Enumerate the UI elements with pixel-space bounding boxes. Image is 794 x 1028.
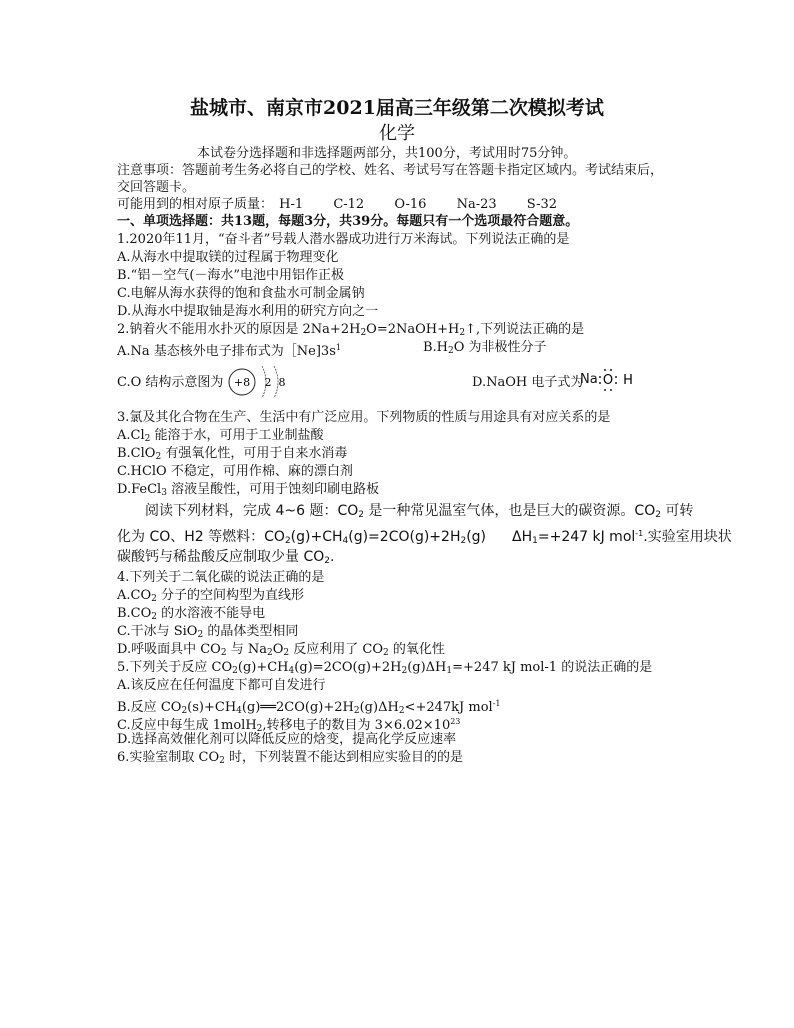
reading-line-2: 化为 CO、H2 等燃料：$CO_2(g)+CH_4(g)=2CO(g)+2H_2(g)$ $\Delta H_1=+247$ kJ mol$^{-1}$.实验室用块状 — [117, 529, 732, 546]
reading-line-1: 阅读下列材料，完成 4~6 题：$CO_2$ 是一种常见温室气体，也是巨大的碳资源。$CO_2$ 可转 — [145, 503, 694, 520]
q1-option-a: A.从海水中提取镁的过程属于物理变化 — [117, 250, 339, 265]
atomic-mass-c: C-12 — [333, 197, 365, 212]
q4-option-a: $A.CO_2$ 分子的空间构型为直线形 — [117, 588, 304, 604]
q4-option-c: C.干冰与 SiO$_2$ 的晶体类型相同 — [117, 624, 299, 640]
q2-option-d: D.NaOH 电子式为 — [472, 375, 584, 390]
reading-line-3: 碳酸钙与稀盐酸反应制取少量 $CO_2$. — [117, 549, 335, 566]
q1-option-b: B.“铝－空气(－海水”电池中用铝作正极 — [117, 268, 345, 283]
q6-stem: 6.实验室制取 $CO_2$ 时，下列装置不能达到相应实验目的的是 — [117, 750, 464, 766]
hydroxide-electron-dots — [598, 366, 638, 394]
q3-option-d: D.FeCl$_3$ 溶液呈酸性，可用于蚀刻印刷电路板 — [117, 482, 380, 498]
q5-stem: 5.下列关于反应 $CO_2(g)+CH_4(g)=2CO(g)+2H_2(g)\Delta H_1=+247$ kJ mol-1 的说法正确的是 — [117, 660, 653, 676]
notice-line-2: 交回答题卡。 — [117, 180, 196, 195]
q2-stem: 2.钠着火不能用水扑灭的原因是 $2Na+2H_2O=2NaOH+H_2↑$,下列说法正确的是 — [117, 322, 585, 338]
shell-arc-2 — [274, 366, 278, 398]
page-title: 盐城市、南京市2021届高三年级第二次模拟考试 — [190, 97, 604, 119]
naoh-electron-formula — [580, 372, 598, 388]
q1-option-d: D.从海水中提取铀是海水利用的研究方向之一 — [117, 304, 379, 319]
sodium-symbol: Na — [580, 372, 598, 387]
oxygen-symbol: O — [602, 373, 614, 388]
shell-electrons-1: 2 — [264, 376, 272, 389]
q3-option-a: $A.Cl_2$ 能溶于水，可用于工业制盐酸 — [117, 428, 324, 444]
shell-electrons-2: 8 — [278, 376, 286, 389]
q5-option-a: A.该反应在任何温度下都可自发进行 — [117, 678, 326, 693]
q5-option-c: C.反应中每生成 1molH$_2$,转移电子的数目为 $3\times 6.02\times 10^{23}$ — [117, 717, 461, 734]
exam-intro: 本试卷分选择题和非选择题两部分，共100分，考试用时75分钟。 — [197, 146, 577, 161]
section-heading: 一、单项选择题：共13题，每题3分，共39分。每题只有一个选项最符合题意。 — [117, 214, 579, 229]
notice-line-1: 注意事项：答题前考生务必将自己的学校、姓名、考试号写在答题卡指定区域内。考试结束后， — [117, 163, 664, 178]
atomic-mass-na: Na-23 — [456, 197, 497, 212]
q1-option-c: C.电解从海水获得的饱和食盐水可制金属钠 — [117, 286, 365, 301]
oxygen-ion-structure-diagram — [224, 360, 304, 406]
atomic-mass-line — [117, 197, 557, 213]
q4-stem: 4.下列关于二氧化碳的说法正确的是 — [117, 570, 325, 585]
subject-title: 化学 — [379, 123, 415, 144]
q2-option-c: C.O 结构示意图为 — [117, 375, 224, 390]
q2-option-a: A.Na 基态核外电子排布式为$[Ne]3s^1$ — [117, 343, 341, 359]
q3-stem: 3.氯及其化合物在生产、生活中有广泛应用。下列物质的性质与用途具有对应关系的是 — [117, 410, 611, 425]
atomic-mass-label: 可能用到的相对原子质量： — [117, 197, 274, 212]
nucleus-charge: +8 — [233, 376, 251, 389]
q2-option-b: $B.H_2O$ 为非极性分子 — [423, 340, 547, 356]
q3-option-b: B.ClO$_2$ 有强氧化性，可用于自来水消毒 — [117, 446, 348, 462]
q1-stem: 1.2020年11月，“奋斗者”号载人潜水器成功进行万米海试。下列说法正确的是 — [117, 232, 570, 247]
atomic-mass-h: H-1 — [279, 197, 304, 212]
atomic-mass-s: S-32 — [526, 197, 558, 212]
q4-option-d: D.呼吸面具中 $CO_2$ 与 $Na_2O_2$ 反应利用了 $CO_2$ 的氧化性 — [117, 642, 445, 658]
q5-option-d: D.选择高效催化剂可以降低反应的焓变，提高化学反应速率 — [117, 732, 457, 747]
q4-option-b: $B.CO_2$ 的水溶液不能导电 — [117, 606, 266, 622]
hydrogen-symbol: H — [623, 373, 633, 388]
q3-option-c: C.HClO 不稳定，可用作棉、麻的漂白剂 — [117, 464, 353, 479]
q5-option-b: B.反应 $CO_2(s)+CH_4(g)══2CO(g)+2H_2(g)\Delta H_2<+247kJ$ mol$^{-1}$ — [117, 699, 501, 716]
atomic-mass-o: O-16 — [394, 197, 427, 212]
